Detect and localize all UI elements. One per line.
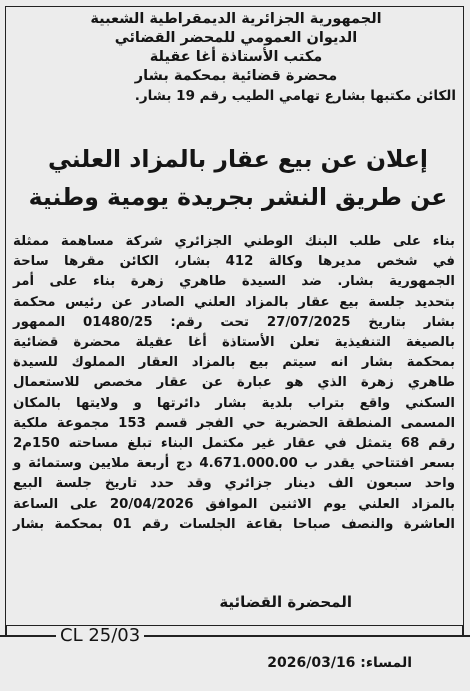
header-address: الكائن مكتبها بشارع تهامي الطيب رقم 19 بشار. bbox=[134, 88, 456, 104]
title-line-2: عن طريق النشر بجريدة يومية وطنية bbox=[28, 183, 448, 211]
body-line: بسعر افتتاحي يقدر ب 4.671.000.00 دج أربعة ملايين وستمائة و bbox=[13, 456, 455, 472]
announcement-body bbox=[13, 232, 455, 535]
body-line: الجمهورية بشار. ضد السيدة طاهري زهرة بناء على أمر bbox=[13, 274, 455, 290]
body-line: بالصيغة التنفيذية تعلن الأستاذة أغا عقيلة محضرة قضائية bbox=[13, 335, 455, 351]
body-line: بشار بتاريخ 27/07/2025 تحت رقم: 01480/25 الممهور bbox=[13, 314, 455, 330]
reference-code: CL 25/03 bbox=[56, 626, 144, 646]
body-line: بالمزاد العلني يوم الاثنين الموافق 20/04/2026 على الساعة bbox=[13, 496, 455, 512]
header-line-bailiff: مكتب الأستاذة أغا عقيلة bbox=[149, 49, 323, 65]
body-line: العاشرة والنصف صباحا بقاعة الجلسات رقم 01 بمحكمة بشار bbox=[13, 516, 455, 532]
body-line: بمحكمة بشار انه سيتم بيع بالمزاد العقار المملوك للسيدة bbox=[13, 355, 455, 371]
body-line: واحد سبعون الف دينار جزائري وقد حدد تاريخ جلسة البيع bbox=[13, 476, 455, 492]
body-line: طاهري زهرة الذي هو عبارة عن عقار مخصص للاستعمال bbox=[13, 375, 455, 391]
header-line-office: الديوان العمومي للمحضر القضائي bbox=[114, 30, 358, 46]
publication-footer bbox=[0, 626, 470, 691]
body-line: في شخص مديرها وكالة 412 بشار، الكائن مقرها ساحة bbox=[13, 254, 455, 270]
body-line: السكني واقع بتراب بلدية بشار دائرتها و ولايتها بالمكان bbox=[13, 395, 455, 411]
body-line: رقم 68 يتمثل في عقار غير مكتمل البناء تبلغ مساحته 150م2 bbox=[13, 436, 455, 452]
publication-date: المساء: 2026/03/16 bbox=[267, 655, 412, 671]
announcement-title bbox=[22, 140, 454, 216]
body-line: بناء على طلب البنك الوطني الجزائري شركة مساهمة ممثلة bbox=[13, 234, 455, 249]
header-line-republic: الجمهورية الجزائرية الديمقراطية الشعبية bbox=[90, 11, 382, 27]
signature: المحضرة القضائية bbox=[219, 593, 352, 611]
header-line-court: محضرة قضائية بمحكمة بشار bbox=[134, 68, 338, 84]
bailiff-header bbox=[16, 10, 456, 106]
title-line-1: إعلان عن بيع عقار بالمزاد العلني bbox=[48, 145, 428, 173]
body-line: بتحديد جلسة بيع عقار بالمزاد العلني الصادر عن رئيس محكمة bbox=[13, 294, 455, 310]
body-line: المسمى المنطقة الحضرية حي الفجر قسم 153 مجموعة ملكية bbox=[13, 415, 456, 431]
